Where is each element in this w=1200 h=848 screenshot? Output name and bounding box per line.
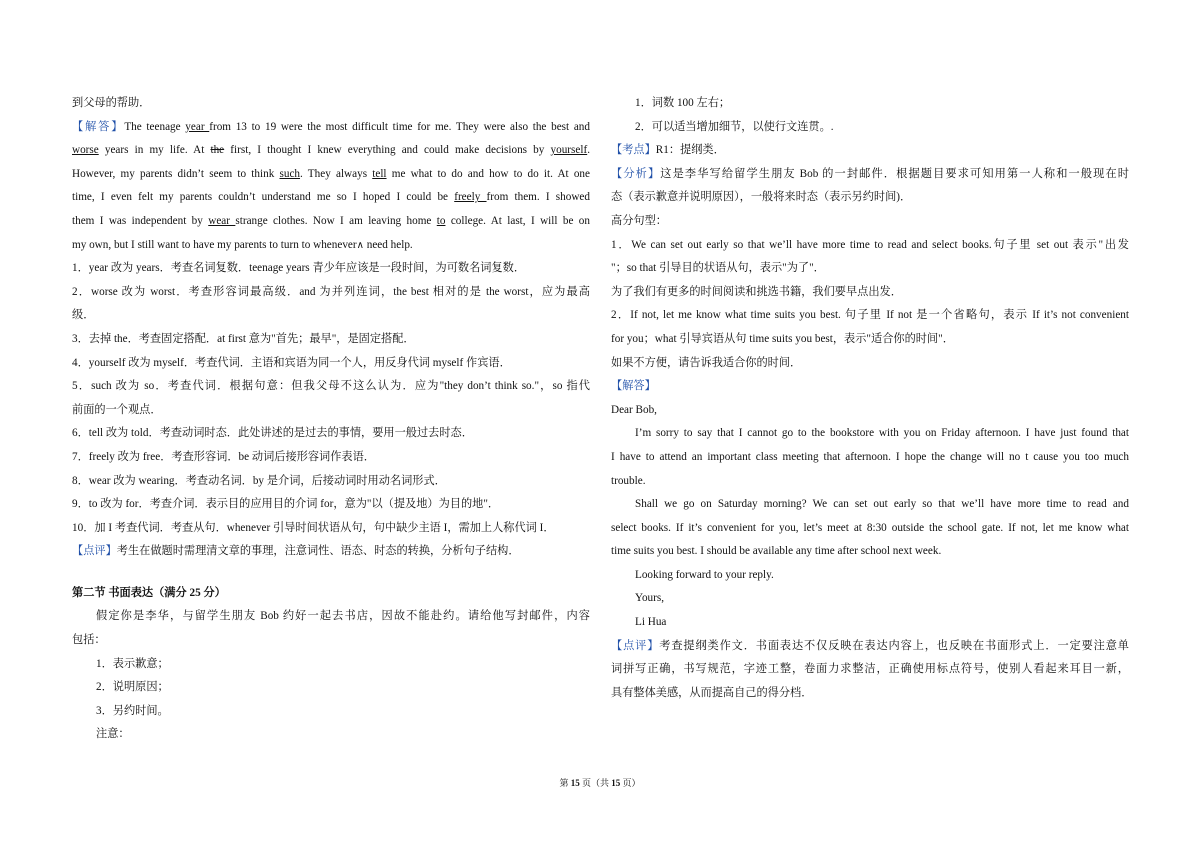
page-number: 15: [570, 778, 580, 788]
text-span: time, I even felt my parents couldn’t understand me so I hoped I could be: [72, 191, 455, 204]
note-line: 10．加 I 考查代词．考查从句．whenever 引导时间状语从句，句中缺少主语 I，需加上人称代词 I．: [72, 521, 555, 534]
comment-tag: 【点评】: [72, 545, 117, 558]
text-span: from 13 to 19 were the most difficult time for me. They were also the best and: [209, 120, 590, 133]
comment-line: [611, 635, 1129, 659]
insert-caret: ∧: [356, 239, 364, 251]
page-total: 15: [611, 778, 621, 788]
answer-line: [72, 210, 590, 234]
letter-line: Looking forward to your reply.: [635, 568, 774, 581]
analysis-line: 2．If not, let me know what time suits you best. 句子里 If not 是一个省略句，表示 If it’s not convenient: [611, 309, 1129, 322]
text-span: strange clothes. Now I am leaving home: [235, 214, 437, 227]
comment-line: 具有整体美感，从而提高自己的得分档．: [611, 686, 813, 699]
footer-text: 页）: [620, 778, 641, 788]
text-line: 到父母的帮助．: [72, 97, 151, 109]
note-line: 1．year 改为 years．考查名词复数．teenage years 青少年应该是一段时间，为可数名词复数．: [72, 262, 526, 275]
prompt-item: 注意：: [96, 728, 130, 741]
page-footer: [0, 776, 1200, 789]
letter-line: Shall we go on Saturday morning? We can set out early so that we’ll have more time to read and: [635, 498, 1129, 511]
prompt-item: 2．可以适当增加细节，以使行文连贯。.: [635, 120, 834, 133]
comment-line: 词拼写正确，书写规范，字迹工整，卷面力求整洁，正确使用标点符号，使别人看起来耳目一新，: [611, 663, 1129, 676]
note-line: 4．yourself 改为 myself．考查代词．主语和宾语为同一个人，用反身代词 myself 作宾语．: [72, 356, 511, 369]
text-span: 考生在做题时需理清文章的事理，注意词性、语态、时态的转换，分析句子结构．: [116, 545, 520, 558]
text-span: college. At last, I will be on: [445, 214, 590, 227]
note-line: 3．去掉 the．考查固定搭配．at first 意为"首先；最早"，是固定搭配．: [72, 332, 415, 345]
letter-line: select books. If it’s convenient for you, let’s meet at 8:30 outside the school gate. If not, let me know what: [611, 521, 1129, 534]
analysis-line: "；so that 引导目的状语从句，表示"为了"．: [611, 262, 825, 275]
footer-text: 第: [559, 778, 571, 788]
analysis-line: [611, 163, 1129, 187]
letter-line: I have to attend an important class meeting that afternoon. I hope the change will no t cause you too much: [611, 450, 1129, 463]
text-span: 这是李华写给留学生朋友 Bob 的一封邮件．根据题目要求可知用第一人称和一般现在时: [660, 167, 1129, 180]
analysis-tag: 【分析】: [611, 167, 661, 180]
kaodian-tag: 【考点】: [611, 144, 656, 157]
answer-tag: 【解答】: [611, 380, 656, 393]
prompt-item: 1．表示歉意；: [96, 657, 169, 670]
struck-word: the: [210, 144, 225, 157]
kaodian-line: [611, 139, 1129, 163]
note-line: 2．worse 改为 worst．考查形容词最高级．and 为并列连词，the best 相对的是 the worst，应为最高: [72, 285, 590, 298]
letter-signature: Li Hua: [635, 616, 667, 629]
text-span: The teenage: [124, 120, 186, 133]
marked-word: to: [436, 214, 446, 227]
answer-line: [72, 186, 590, 210]
text-span: . They always: [300, 167, 373, 180]
text-span: from them. I showed: [486, 191, 590, 204]
text-span: first, I thought I knew everything and could make decisions by: [224, 144, 551, 157]
text-span: need help.: [363, 238, 413, 251]
footer-text: 页（共: [579, 778, 612, 788]
note-line: 5．such 改为 so．考查代词．根据句意：但我父母不这么认为．应为"they don’t think so."，so 指代: [72, 380, 590, 393]
text-span: .: [587, 144, 590, 157]
marked-word: freely: [454, 191, 487, 204]
marked-word: wear: [208, 214, 236, 227]
analysis-line: 高分句型：: [611, 214, 667, 227]
analysis-line: for you；what 引导宾语从句 time suits you best，表示"适合你的时间"．: [611, 332, 954, 345]
letter-closing: Yours,: [635, 592, 665, 605]
marked-word: such: [279, 167, 301, 180]
prompt-line: 包括：: [72, 634, 106, 647]
note-line: 级．: [72, 309, 95, 322]
letter-line: I’m sorry to say that I cannot go to the bookstore with you on Friday afternoon. I have just found that: [635, 427, 1129, 440]
note-line: 前面的一个观点．: [72, 403, 162, 416]
marked-word: year: [185, 120, 210, 133]
note-line: 9．to 改为 for．考查介词．表示目的应用目的介词 for，意为"以（提及地）为目的地"．: [72, 498, 500, 511]
letter-line: trouble.: [611, 474, 646, 487]
comment-tag: 【点评】: [611, 639, 660, 652]
marked-word: worse: [72, 144, 99, 157]
analysis-line: 为了我们有更多的时间阅读和挑选书籍，我们要早点出发．: [611, 285, 902, 298]
note-line: 6．tell 改为 told．考查动词时态．此处讲述的是过去的事情，要用一般过去时态．: [72, 427, 473, 440]
letter-greeting: Dear Bob,: [611, 403, 657, 416]
note-line: 7．freely 改为 free．考查形容词．be 动词后接形容词作表语．: [72, 450, 375, 463]
left-column: [72, 92, 590, 747]
text-span: my own, but I still want to have my parents to turn to whenever: [72, 238, 357, 251]
answer-line: [72, 234, 590, 258]
text-span: them I was independent by: [72, 214, 209, 227]
text-span: me what to do and how to do it. At one: [386, 167, 590, 180]
section-title: 第二节 书面表达（满分 25 分）: [72, 586, 226, 599]
letter-line: time suits you best. I should be available any time after school next week.: [611, 545, 942, 558]
marked-word: yourself: [550, 144, 588, 157]
analysis-line: 态（表示歉意并说明原因），一般将来时态（表示另约时间)．: [611, 191, 912, 204]
answer-line: [72, 163, 590, 187]
spacer: [72, 564, 590, 582]
text-span: years in my life. At: [98, 144, 211, 157]
analysis-line: 1．We can set out early so that we’ll have more time to read and select books.句子里 set out 表示"出发: [611, 238, 1129, 251]
prompt-line: 假定你是李华，与留学生朋友 Bob 约好一起去书店，因故不能赴约。请给他写封邮件，内容: [96, 610, 590, 623]
comment-line: [72, 540, 590, 564]
answer-line: [72, 116, 590, 140]
text-span: R1：提纲类．: [655, 144, 725, 157]
answer-tag: 【解答】: [72, 120, 125, 133]
prompt-item: 2．说明原因；: [96, 681, 169, 694]
text-span: However, my parents didn’t seem to think: [72, 167, 280, 180]
analysis-line: 如果不方便，请告诉我适合你的时间．: [611, 356, 802, 369]
answer-line: [72, 139, 590, 163]
note-line: 8．wear 改为 wearing．考查动名词．by 是介词，后接动词时用动名词形式．: [72, 474, 446, 487]
prompt-item: 1．词数 100 左右；: [635, 97, 731, 109]
text-span: 考查提纲类作文．书面表达不仅反映在表达内容上，也反映在书面形式上．一定要注意单: [659, 639, 1129, 652]
marked-word: tell: [372, 167, 387, 180]
right-column: [611, 92, 1129, 705]
prompt-item: 3．另约时间。: [96, 704, 169, 717]
